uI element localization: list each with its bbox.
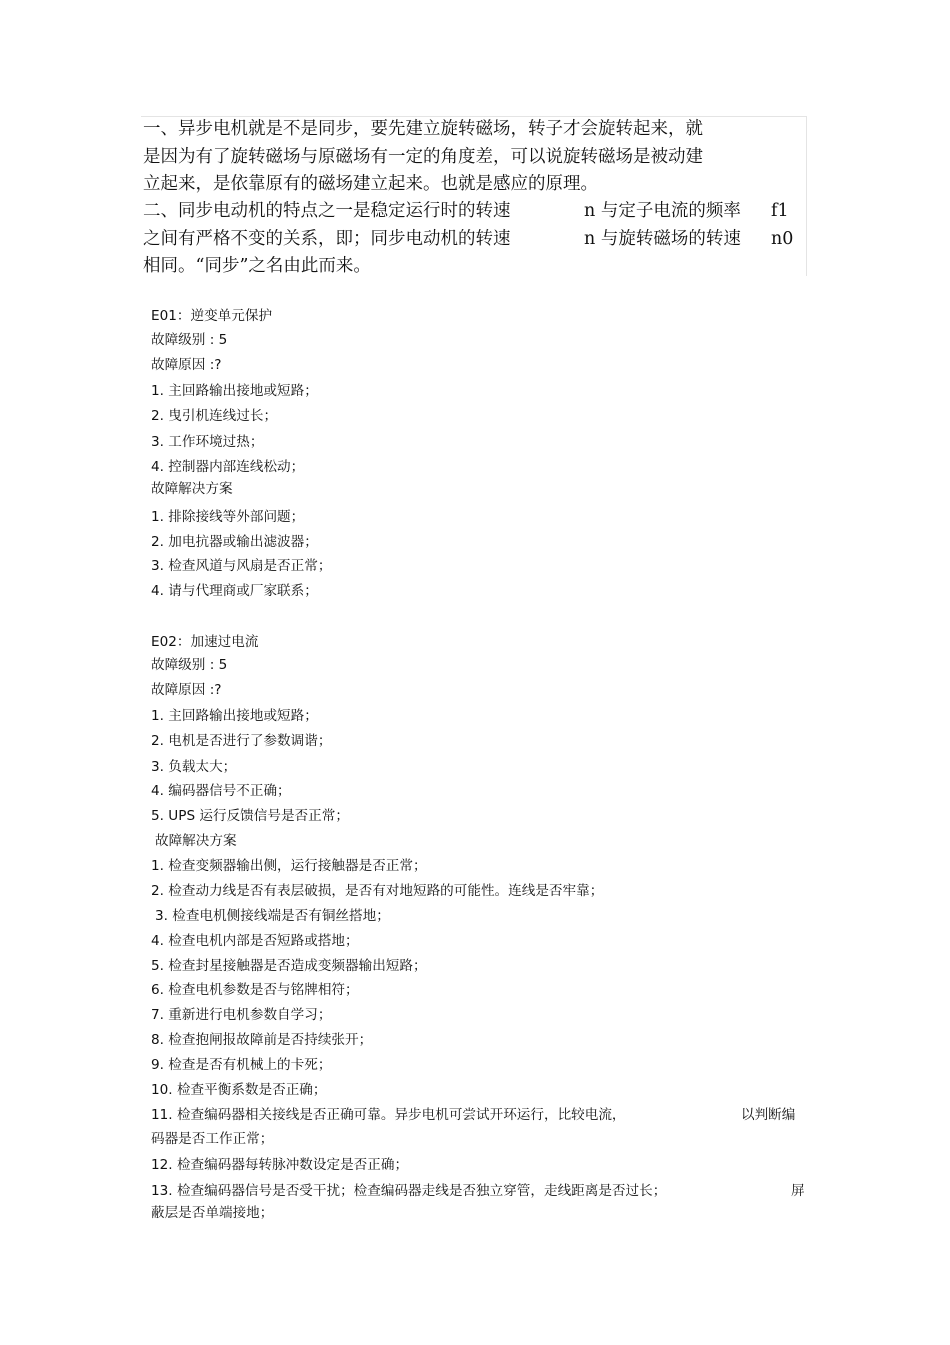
list-item: 6. 检查电机参数是否与铭牌相符； (151, 982, 359, 998)
list-item: 10. 检查平衡系数是否正确； (151, 1082, 327, 1098)
list-item: 2. 电机是否进行了参数调谐； (151, 733, 332, 749)
list-item: 5. UPS 运行反馈信号是否正常； (151, 808, 349, 824)
list-item: 1. 主回路输出接地或短路； (151, 383, 318, 399)
intro-line: 是因为有了旋转磁场与原磁场有一定的角度差，可以说旋转磁场是被动建 (143, 147, 703, 167)
fault-title: E02：加速过电流 (151, 634, 259, 650)
list-item: 4. 控制器内部连线松动； (151, 459, 305, 475)
list-item: 5. 检查封星接触器是否造成变频器输出短路； (151, 958, 427, 974)
list-item: 4. 编码器信号不正确； (151, 783, 291, 799)
list-item: 4. 检查电机内部是否短路或搭地； (151, 933, 359, 949)
solution-label: 故障解决方案 (151, 481, 233, 497)
list-item: 2. 检查动力线是否有表层破损，是否有对地短路的可能性。连线是否牢靠； (151, 883, 604, 899)
list-item-text: 屏 (791, 1183, 805, 1199)
list-item: 1. 检查变频器输出侧，运行接触器是否正常； (151, 858, 427, 874)
list-item: 1. 排除接线等外部问题； (151, 509, 305, 525)
fault-cause-label: 故障原因 :? (151, 682, 222, 698)
intro-text: 之间有严格不变的关系，即；同步电动机的转速 (143, 229, 511, 249)
list-item: 3. 负载太大； (151, 759, 237, 775)
list-item: 8. 检查抱闸报故障前是否持续张开； (151, 1032, 373, 1048)
intro-line: 一、异步电机就是不是同步，要先建立旋转磁场，转子才会旋转起来，就 (143, 119, 703, 139)
fault-level: 故障级别 : 5 (151, 657, 228, 673)
intro-line: 相同。“同步”之名由此而来。 (143, 256, 371, 276)
intro-text: n 与定子电流的频率 (584, 201, 741, 221)
fault-cause-label: 故障原因 :? (151, 357, 222, 373)
intro-text: n0 (771, 229, 794, 249)
fault-title: E01：逆变单元保护 (151, 308, 273, 324)
intro-line: 立起来，是依靠原有的磁场建立起来。也就是感应的原理。 (143, 174, 598, 194)
list-item-text: 13. 检查编码器信号是否受干扰；检查编码器走线是否独立穿管，走线距离是否过长； (151, 1183, 667, 1199)
list-item: 1. 主回路输出接地或短路； (151, 708, 318, 724)
list-item: 3. 工作环境过热； (151, 434, 264, 450)
list-item: 9. 检查是否有机械上的卡死； (151, 1057, 332, 1073)
list-item: 2. 加电抗器或输出滤波器； (151, 534, 318, 550)
intro-box (141, 116, 807, 276)
intro-text: 二、同步电动机的特点之一是稳定运行时的转速 (143, 201, 511, 221)
solution-label: 故障解决方案 (155, 833, 237, 849)
intro-text: n 与旋转磁场的转速 (584, 229, 741, 249)
fault-level: 故障级别 : 5 (151, 332, 228, 348)
list-item-text: 11. 检查编码器相关接线是否正确可靠。异步电机可尝试开环运行，比较电流， (151, 1107, 626, 1123)
list-item-continuation: 蔽层是否单端接地； (151, 1205, 274, 1221)
list-item: 12. 检查编码器每转脉冲数设定是否正确； (151, 1157, 409, 1173)
list-item-continuation: 码器是否工作正常； (151, 1131, 274, 1147)
list-item-text: 以判断编 (741, 1107, 796, 1123)
list-item: 3. 检查电机侧接线端是否有铜丝搭地； (155, 908, 390, 924)
list-item: 7. 重新进行电机参数自学习； (151, 1007, 332, 1023)
list-item: 4. 请与代理商或厂家联系； (151, 583, 318, 599)
intro-text: f1 (771, 201, 789, 221)
list-item: 3. 检查风道与风扇是否正常； (151, 558, 332, 574)
list-item: 2. 曳引机连线过长； (151, 408, 278, 424)
